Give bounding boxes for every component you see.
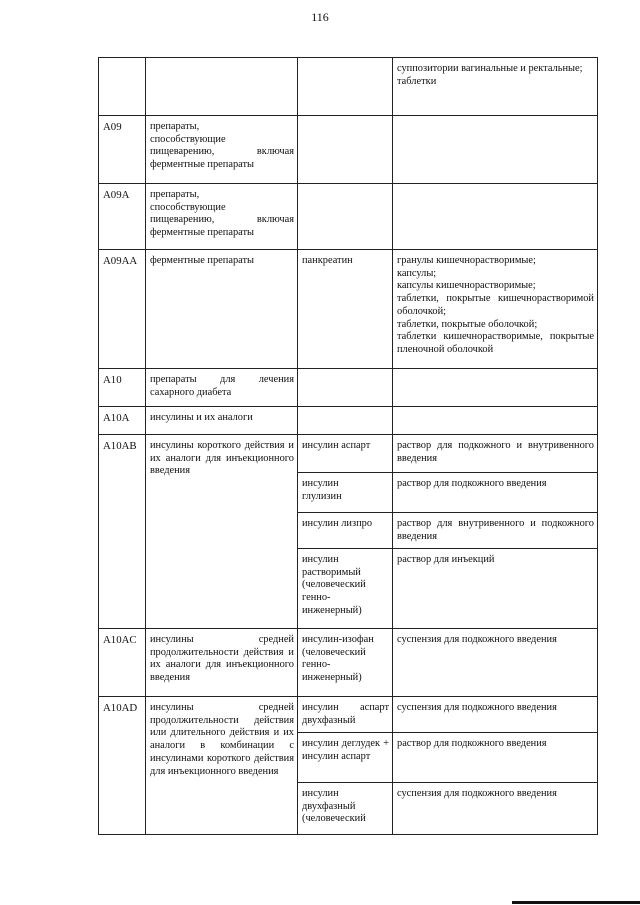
atc-code-cell: A09A (99, 184, 146, 250)
dosage-form-cell: гранулы кишечнорастворимые; капсулы; капсулы кишечнорастворимые; таблетки, покрытые кишечнорастворимой оболочкой; таблетки, покрытые оболочкой; таблетки кишечнорастворимые, покрытые пленочной оболочкой (393, 250, 598, 369)
dosage-form-cell (393, 116, 598, 184)
drug-name-cell (298, 369, 393, 407)
drug-name-cell: инсулин-изофан (человеческий генно- инженерный) (298, 629, 393, 697)
drug-classification-table (98, 57, 598, 835)
group-name-cell: препараты для лечения сахарного диабета (146, 369, 298, 407)
dosage-form-cell (393, 369, 598, 407)
drug-name-cell: инсулин лизпро (298, 513, 393, 549)
table-row (99, 407, 598, 435)
group-name-cell: инсулины средней продолжительности действия или длительного действия и их аналоги в комбинации с инсулинами короткого действия для инъекционного введения (146, 697, 298, 835)
group-name-cell: инсулины средней продолжительности действия и их аналоги для инъекционного введения (146, 629, 298, 697)
atc-code-cell: A10AD (99, 697, 146, 835)
dosage-form-cell: раствор для инъекций (393, 549, 598, 629)
group-name-cell: препараты, способствующие пищеварению, включая ферментные препараты (146, 184, 298, 250)
dosage-form-cell: суспензия для подкожного введения (393, 783, 598, 835)
table-row (99, 435, 598, 473)
table-row (99, 116, 598, 184)
atc-code-cell: A10AB (99, 435, 146, 629)
drug-name-cell (298, 407, 393, 435)
drug-name-cell (298, 58, 393, 116)
atc-code-cell: A10AC (99, 629, 146, 697)
drug-name-cell: инсулин глулизин (298, 473, 393, 513)
group-name-cell: препараты, способствующие пищеварению, включая ферментные препараты (146, 116, 298, 184)
group-name-cell: инсулины короткого действия и их аналоги для инъекционного введения (146, 435, 298, 629)
drug-name-cell: инсулин аспарт двухфазный (298, 697, 393, 733)
drug-name-cell: инсулин аспарт (298, 435, 393, 473)
atc-code-cell: A09 (99, 116, 146, 184)
drug-name-cell: инсулин растворимый (человеческий генно- инженерный) (298, 549, 393, 629)
page-number: 116 (311, 10, 329, 24)
dosage-form-cell: раствор для внутривенного и подкожного введения (393, 513, 598, 549)
table-row (99, 629, 598, 697)
atc-code-cell: A10A (99, 407, 146, 435)
group-name-cell (146, 58, 298, 116)
drug-name-cell: панкреатин (298, 250, 393, 369)
drug-name-cell (298, 116, 393, 184)
table-row (99, 697, 598, 733)
dosage-form-cell: раствор для подкожного и внутривенного введения (393, 435, 598, 473)
table-row (99, 184, 598, 250)
drug-name-cell (298, 184, 393, 250)
dosage-form-cell: суспензия для подкожного введения (393, 697, 598, 733)
atc-code-cell: A09AA (99, 250, 146, 369)
scan-edge-mark (512, 901, 640, 904)
group-name-cell: ферментные препараты (146, 250, 298, 369)
group-name-cell: инсулины и их аналоги (146, 407, 298, 435)
drug-name-cell: инсулин двухфазный (человеческий (298, 783, 393, 835)
table-row (99, 250, 598, 369)
atc-code-cell: A10 (99, 369, 146, 407)
table-row (99, 58, 598, 116)
dosage-form-cell: суппозитории вагинальные и ректальные; таблетки (393, 58, 598, 116)
drug-name-cell: инсулин деглудек + инсулин аспарт (298, 733, 393, 783)
table-row (99, 369, 598, 407)
dosage-form-cell: суспензия для подкожного введения (393, 629, 598, 697)
dosage-form-cell (393, 184, 598, 250)
atc-code-cell (99, 58, 146, 116)
dosage-form-cell: раствор для подкожного введения (393, 473, 598, 513)
dosage-form-cell (393, 407, 598, 435)
dosage-form-cell: раствор для подкожного введения (393, 733, 598, 783)
